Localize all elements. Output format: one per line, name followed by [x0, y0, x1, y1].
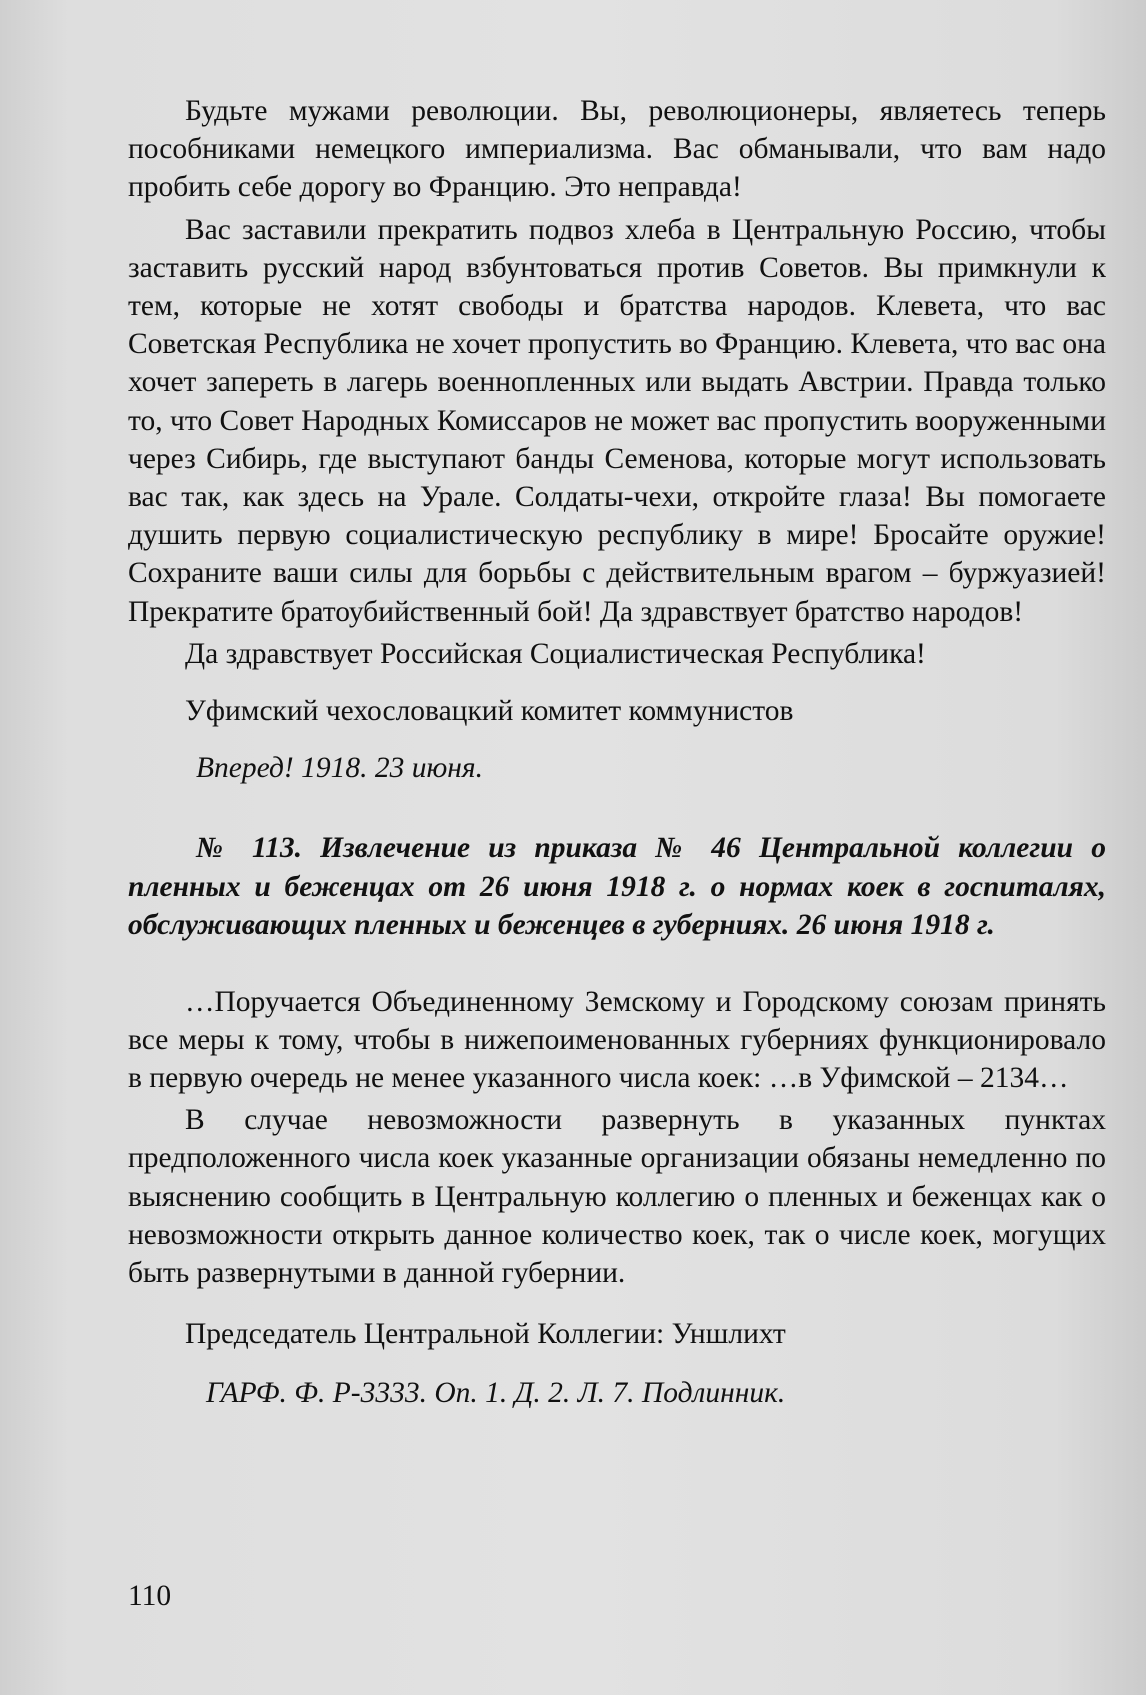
- signature-chairman: Председатель Центральной Коллегии: Уншлихт: [185, 1318, 786, 1351]
- paragraph-4: …Поручается Объединенному Земскому и Городскому союзам принять все меры к тому, чтобы в нижепоименованных губерниях функционировало в первую очередь не менее указанного числа коек: …в Уфимской – 2134…: [128, 985, 1106, 1094]
- page-number: 110: [128, 1580, 172, 1612]
- archive-reference: ГАРФ. Ф. Р-3333. Оп. 1. Д. 2. Л. 7. Подлинник.: [206, 1377, 786, 1410]
- signature-committee: Уфимский чехословацкий комитет коммунистов: [185, 695, 794, 728]
- page-content: [128, 92, 1106, 1410]
- paragraph-2: Вас заставили прекратить подвоз хлеба в Центральную Россию, чтобы заставить русский народ взбунтоваться против Советов. Вы примкнули к тем, которые не хотят свободы и братства народов. Клевета, что вас Советская Республика не хочет пропустить во Францию. Клевета, что вас она хочет запереть в лагерь военнопленных или выдать Австрии. Правда только то, что Совет Народных Комиссаров не может вас пропустить вооруженными через Сибирь, где выступают банды Семенова, которые могут использовать вас так, как здесь на Урале. Солдаты-чехи, откройте глаза! Вы помогаете душить первую социалистическую республику в мире! Бросайте оружие! Сохраните ваши силы для борьбы с действительным врагом – буржуазией! Прекратите братоубийственный бой! Да здравствует братство народов!: [128, 213, 1106, 628]
- document-body: [128, 983, 1106, 1293]
- paragraph-3: Да здравствует Российская Социалистическая Республика!: [185, 637, 926, 670]
- document-heading: № 113. Извлечение из приказа № 46 Центральной коллегии о пленных и беженцах от 26 июня 1918 г. о нормах коек в госпиталях, обслуживающих пленных и беженцев в губерниях. 26 июня 1918 г.: [128, 832, 1106, 942]
- paragraph-5: В случае невозможности развернуть в указанных пунктах предположенного числа коек указанные организации обязаны немедленно по выяснению сообщить в Центральную коллегию о пленных и беженцах как о невозможности открыть данное количество коек, так о числе коек, могущих быть развернутыми в данной губернии.: [128, 1104, 1106, 1289]
- paragraph-1: Будьте мужами революции. Вы, революционеры, являетесь теперь пособниками немецкого империализма. Вас обманывали, что вам надо пробить себе дорогу во Францию. Это неправда!: [128, 95, 1106, 204]
- source-reference: Вперед! 1918. 23 июня.: [196, 752, 483, 785]
